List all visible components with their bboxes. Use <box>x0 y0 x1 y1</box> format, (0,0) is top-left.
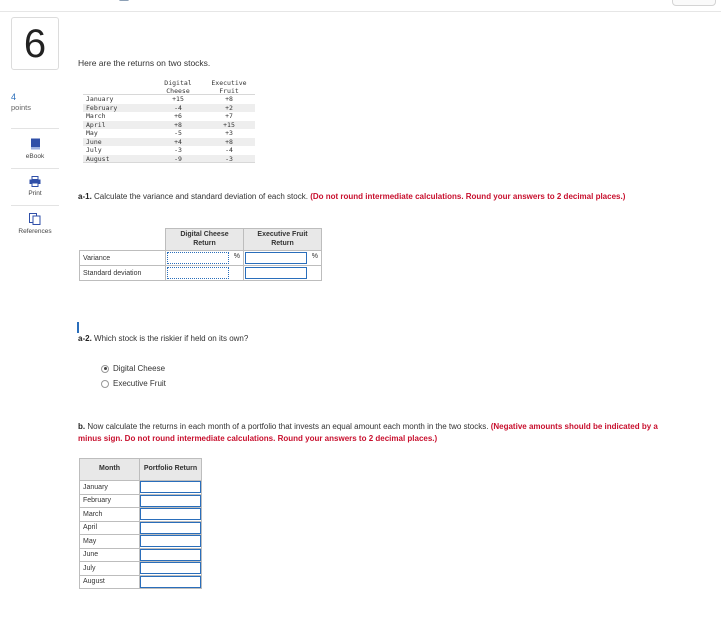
top-divider <box>0 11 721 12</box>
stock-returns-table <box>83 78 255 163</box>
table-row: April +8 +15 <box>83 121 255 130</box>
top-indicator <box>119 0 129 1</box>
month-label: January <box>80 481 140 495</box>
variance-executive-input[interactable] <box>245 252 307 264</box>
portfolio-input-july[interactable] <box>140 562 201 574</box>
header-fruit: Fruit <box>219 87 239 95</box>
side-divider <box>11 128 59 129</box>
portfolio-input-june[interactable] <box>140 549 201 561</box>
row-standard-deviation: Standard deviation <box>80 266 166 281</box>
radio-digital-cheese[interactable] <box>101 364 165 373</box>
month-label: August <box>80 575 140 589</box>
variance-digital-input[interactable] <box>167 252 229 264</box>
header-digital: Digital <box>164 79 192 87</box>
table-row: March +6 +7 <box>86 112 233 120</box>
question-a1 <box>78 191 678 203</box>
percent-sign: % <box>233 253 240 260</box>
references-button[interactable] <box>11 213 59 235</box>
a1-text: Calculate the variance and standard deviation of each stock. <box>94 192 308 201</box>
b-text: Now calculate the returns in each month of a portfolio that invests an equal amount each month in the two stocks. <box>87 422 489 431</box>
portfolio-input-april[interactable] <box>140 522 201 534</box>
book-icon <box>30 138 41 150</box>
col-digital-cheese-return: Digital Cheese Return <box>166 229 244 251</box>
stddev-executive-input[interactable] <box>245 267 307 279</box>
side-divider <box>11 205 59 206</box>
table-row: January +15 +8 <box>86 95 233 103</box>
header-executive: Executive <box>211 79 247 87</box>
ebook-button[interactable] <box>11 138 59 160</box>
radio-selected-icon[interactable] <box>101 365 109 373</box>
intro-text: Here are the returns on two stocks. <box>78 58 211 68</box>
question-a2 <box>78 333 248 345</box>
a2-label: a-2. <box>78 334 92 343</box>
row-variance: Variance <box>80 251 166 266</box>
references-label: References <box>18 228 52 235</box>
portfolio-input-march[interactable] <box>140 508 201 520</box>
points-value: 4 <box>11 92 17 102</box>
month-label: June <box>80 548 140 562</box>
month-label: April <box>80 521 140 535</box>
radio-unselected-icon[interactable] <box>101 380 109 388</box>
table-row: May -5 +3 <box>86 129 233 137</box>
references-icon <box>29 213 41 225</box>
portfolio-table <box>79 458 202 589</box>
month-label: February <box>80 494 140 508</box>
radio-label: Executive Fruit <box>113 379 166 388</box>
stock-table-header <box>83 78 255 95</box>
table-row: June +4 +8 <box>83 138 255 147</box>
b-instruction: (Negative amounts should be indicated by a minus sign. Do not round intermediate calculations. Round your answers to 2 decimal places.) <box>78 422 658 443</box>
print-button[interactable] <box>11 176 59 197</box>
portfolio-input-august[interactable] <box>140 576 201 588</box>
question-number: 6 <box>11 17 59 70</box>
month-label: May <box>80 535 140 549</box>
print-label: Print <box>28 190 42 197</box>
month-label: March <box>80 508 140 522</box>
top-right-button[interactable] <box>672 0 716 6</box>
variance-table <box>79 228 322 281</box>
print-icon <box>29 176 41 187</box>
portfolio-input-january[interactable] <box>140 481 201 493</box>
portfolio-input-february[interactable] <box>140 495 201 507</box>
radio-label: Digital Cheese <box>113 364 166 373</box>
side-divider <box>11 168 59 169</box>
stddev-digital-input[interactable] <box>167 267 229 279</box>
points-label: points <box>11 103 32 112</box>
table-row: July -3 -4 <box>86 146 233 154</box>
question-b <box>78 421 668 445</box>
a1-label: a-1. <box>78 192 92 201</box>
col-month: Month <box>80 459 140 481</box>
percent-sign: % <box>311 253 318 260</box>
b-label: b. <box>78 422 86 431</box>
portfolio-input-may[interactable] <box>140 535 201 547</box>
month-label: July <box>80 562 140 576</box>
a2-text: Which stock is the riskier if held on its own? <box>94 334 249 343</box>
ebook-label: eBook <box>25 153 45 160</box>
radio-executive-fruit[interactable] <box>101 379 166 388</box>
col-portfolio-return: Portfolio Return <box>140 459 202 481</box>
a1-instruction: (Do not round intermediate calculations. Round your answers to 2 decimal places.) <box>310 192 626 201</box>
table-row: February -4 +2 <box>83 104 255 113</box>
col-executive-fruit-return: Executive Fruit Return <box>244 229 322 251</box>
header-cheese: Cheese <box>166 87 190 95</box>
text-cursor <box>77 322 79 333</box>
table-row: August -9 -3 <box>83 155 255 164</box>
